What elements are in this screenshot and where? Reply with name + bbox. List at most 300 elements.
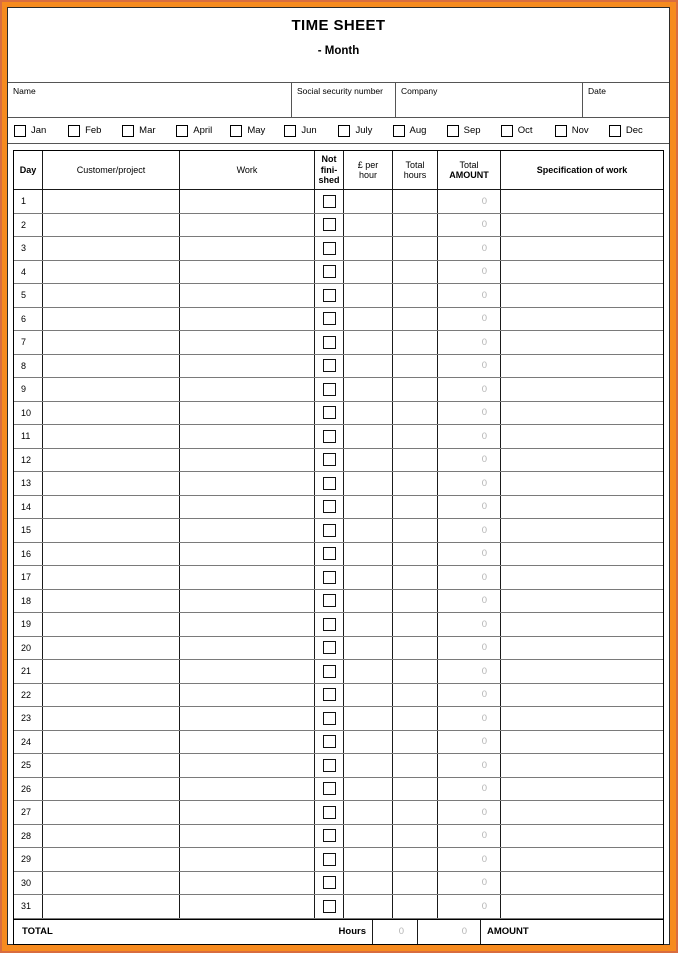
specification-cell[interactable] [501, 261, 663, 284]
not-finished-cell[interactable] [315, 707, 344, 730]
not-finished-cell[interactable] [315, 519, 344, 542]
checkbox-icon[interactable] [393, 125, 405, 137]
table-row [14, 825, 663, 849]
total-amount-cell[interactable] [438, 801, 501, 824]
checkbox-icon[interactable] [323, 806, 336, 819]
work-cell[interactable] [180, 543, 315, 566]
total-amount-value: 0 [481, 336, 487, 348]
rate-cell[interactable] [344, 660, 393, 683]
customer-project-cell[interactable] [43, 872, 180, 895]
work-cell[interactable] [180, 331, 315, 354]
not-finished-cell[interactable] [315, 425, 344, 448]
month-checkbox-april[interactable] [176, 125, 230, 137]
rate-cell[interactable] [344, 214, 393, 237]
customer-project-cell[interactable] [43, 895, 180, 918]
total-amount-cell[interactable] [438, 825, 501, 848]
checkbox-icon[interactable] [323, 900, 336, 913]
specification-cell[interactable] [501, 355, 663, 378]
work-cell[interactable] [180, 355, 315, 378]
checkbox-icon[interactable] [323, 759, 336, 772]
not-finished-cell[interactable] [315, 261, 344, 284]
day-number-label: 30 [21, 877, 32, 888]
table-row [14, 754, 663, 778]
month-checkbox-aug[interactable] [393, 125, 447, 137]
rate-cell[interactable] [344, 778, 393, 801]
day-number [14, 519, 43, 542]
rate-cell[interactable] [344, 754, 393, 777]
customer-project-cell[interactable] [43, 284, 180, 307]
checkbox-icon[interactable] [323, 406, 336, 419]
checkbox-icon[interactable] [323, 265, 336, 278]
work-cell[interactable] [180, 261, 315, 284]
checkbox-icon[interactable] [323, 336, 336, 349]
checkbox-icon[interactable] [501, 125, 513, 137]
work-cell[interactable] [180, 801, 315, 824]
not-finished-cell[interactable] [315, 284, 344, 307]
customer-project-cell[interactable] [43, 237, 180, 260]
total-hours-cell[interactable] [393, 496, 438, 519]
not-finished-cell[interactable] [315, 472, 344, 495]
specification-cell[interactable] [501, 872, 663, 895]
total-hours-cell[interactable] [393, 684, 438, 707]
checkbox-icon[interactable] [323, 735, 336, 748]
work-cell[interactable] [180, 472, 315, 495]
specification-cell[interactable] [501, 519, 663, 542]
checkbox-icon[interactable] [323, 312, 336, 325]
total-hours-cell[interactable] [393, 261, 438, 284]
checkbox-icon[interactable] [323, 383, 336, 396]
total-hours-cell[interactable] [393, 825, 438, 848]
customer-project-cell[interactable] [43, 472, 180, 495]
checkbox-icon[interactable] [447, 125, 459, 137]
customer-project-cell[interactable] [43, 684, 180, 707]
not-finished-cell[interactable] [315, 331, 344, 354]
total-amount-value: 0 [481, 689, 487, 701]
checkbox-icon[interactable] [68, 125, 80, 137]
rate-cell[interactable] [344, 449, 393, 472]
checkbox-icon[interactable] [323, 829, 336, 842]
total-amount-cell[interactable] [438, 355, 501, 378]
social-security-number-field[interactable] [292, 83, 396, 117]
rate-cell[interactable] [344, 731, 393, 754]
work-cell[interactable] [180, 848, 315, 871]
specification-cell[interactable] [501, 778, 663, 801]
total-amount-cell[interactable] [438, 519, 501, 542]
total-hours-cell[interactable] [393, 449, 438, 472]
checkbox-icon[interactable] [323, 289, 336, 302]
identification-row [8, 82, 669, 118]
specification-cell[interactable] [501, 331, 663, 354]
not-finished-cell[interactable] [315, 214, 344, 237]
day-number [14, 355, 43, 378]
specification-cell[interactable] [501, 801, 663, 824]
total-amount-value: 0 [481, 289, 487, 301]
header-customer-project [43, 151, 180, 189]
specification-cell[interactable] [501, 378, 663, 401]
total-hours-cell[interactable] [393, 754, 438, 777]
checkbox-icon[interactable] [323, 876, 336, 889]
work-cell[interactable] [180, 872, 315, 895]
work-cell[interactable] [180, 402, 315, 425]
not-finished-cell[interactable] [315, 496, 344, 519]
rate-cell[interactable] [344, 801, 393, 824]
customer-project-cell[interactable] [43, 707, 180, 730]
total-amount-cell[interactable] [438, 895, 501, 918]
total-amount-cell[interactable] [438, 425, 501, 448]
checkbox-icon[interactable] [323, 218, 336, 231]
not-finished-cell[interactable] [315, 754, 344, 777]
specification-cell[interactable] [501, 613, 663, 636]
work-cell[interactable] [180, 637, 315, 660]
specification-cell[interactable] [501, 472, 663, 495]
total-amount-cell[interactable] [438, 754, 501, 777]
checkbox-icon[interactable] [323, 782, 336, 795]
specification-cell[interactable] [501, 543, 663, 566]
total-hours-cell[interactable] [393, 190, 438, 213]
work-cell[interactable] [180, 731, 315, 754]
month-checkbox-may[interactable] [230, 125, 284, 137]
total-hours-cell[interactable] [393, 472, 438, 495]
checkbox-icon[interactable] [323, 500, 336, 513]
name-field[interactable] [8, 83, 292, 117]
customer-project-cell[interactable] [43, 566, 180, 589]
total-amount-cell[interactable] [438, 378, 501, 401]
total-hours-cell[interactable] [393, 707, 438, 730]
table-row [14, 543, 663, 567]
rate-cell[interactable] [344, 402, 393, 425]
not-finished-cell[interactable] [315, 543, 344, 566]
checkbox-icon[interactable] [122, 125, 134, 137]
work-cell[interactable] [180, 214, 315, 237]
rate-cell[interactable] [344, 613, 393, 636]
company-field[interactable] [396, 83, 583, 117]
total-hours-cell[interactable] [393, 778, 438, 801]
checkbox-icon[interactable] [176, 125, 188, 137]
page-title: TIME SHEET [291, 17, 386, 34]
rate-cell[interactable] [344, 261, 393, 284]
checkbox-icon[interactable] [323, 712, 336, 725]
rate-cell[interactable] [344, 872, 393, 895]
total-amount-cell[interactable] [438, 261, 501, 284]
month-checkbox-sep[interactable] [447, 125, 501, 137]
total-hours-cell[interactable] [393, 660, 438, 683]
table-row [14, 519, 663, 543]
checkbox-icon[interactable] [323, 430, 336, 443]
rate-cell[interactable] [344, 472, 393, 495]
month-checkbox-jun[interactable] [284, 125, 338, 137]
total-hours-cell[interactable] [393, 590, 438, 613]
customer-project-cell[interactable] [43, 543, 180, 566]
not-finished-cell[interactable] [315, 590, 344, 613]
total-hours-cell[interactable] [393, 637, 438, 660]
specification-cell[interactable] [501, 637, 663, 660]
rate-cell[interactable] [344, 566, 393, 589]
not-finished-cell[interactable] [315, 613, 344, 636]
rate-cell[interactable] [344, 308, 393, 331]
work-cell[interactable] [180, 378, 315, 401]
specification-cell[interactable] [501, 308, 663, 331]
customer-project-cell[interactable] [43, 519, 180, 542]
total-amount-cell[interactable] [438, 331, 501, 354]
customer-project-cell[interactable] [43, 355, 180, 378]
header-total-hours-line1: Total [405, 159, 425, 170]
total-hours-cell[interactable] [393, 848, 438, 871]
checkbox-icon[interactable] [323, 618, 336, 631]
checkbox-icon[interactable] [323, 665, 336, 678]
specification-cell[interactable] [501, 590, 663, 613]
month-checkbox-nov[interactable] [555, 125, 609, 137]
total-hours-cell[interactable] [393, 331, 438, 354]
total-amount-cell[interactable] [438, 684, 501, 707]
not-finished-cell[interactable] [315, 566, 344, 589]
checkbox-icon[interactable] [14, 125, 26, 137]
specification-cell[interactable] [501, 660, 663, 683]
not-finished-cell[interactable] [315, 190, 344, 213]
total-amount-cell[interactable] [438, 637, 501, 660]
work-cell[interactable] [180, 684, 315, 707]
not-finished-cell[interactable] [315, 660, 344, 683]
rate-cell[interactable] [344, 284, 393, 307]
rate-cell[interactable] [344, 378, 393, 401]
not-finished-cell[interactable] [315, 895, 344, 918]
date-label: Date [588, 86, 606, 96]
month-checkbox-oct[interactable] [501, 125, 555, 137]
specification-cell[interactable] [501, 754, 663, 777]
customer-project-cell[interactable] [43, 754, 180, 777]
month-checkbox-july[interactable] [338, 125, 392, 137]
customer-project-cell[interactable] [43, 801, 180, 824]
header-rate-per-hour [344, 151, 393, 189]
day-number-label: 23 [21, 713, 32, 724]
checkbox-icon[interactable] [323, 477, 336, 490]
total-hours-cell[interactable] [393, 895, 438, 918]
total-amount-cell[interactable] [438, 449, 501, 472]
total-hours-cell[interactable] [393, 355, 438, 378]
work-cell[interactable] [180, 660, 315, 683]
total-hours-cell[interactable] [393, 566, 438, 589]
month-checkbox-mar[interactable] [122, 125, 176, 137]
rate-cell[interactable] [344, 825, 393, 848]
work-cell[interactable] [180, 825, 315, 848]
total-hours-cell[interactable] [393, 214, 438, 237]
table-row [14, 355, 663, 379]
checkbox-icon[interactable] [555, 125, 567, 137]
work-cell[interactable] [180, 425, 315, 448]
specification-cell[interactable] [501, 707, 663, 730]
checkbox-icon[interactable] [323, 242, 336, 255]
specification-cell[interactable] [501, 214, 663, 237]
total-hours-cell[interactable] [393, 378, 438, 401]
month-checkbox-feb[interactable] [68, 125, 122, 137]
work-cell[interactable] [180, 519, 315, 542]
checkbox-icon[interactable] [338, 125, 350, 137]
total-amount-cell[interactable] [438, 543, 501, 566]
total-hours-cell[interactable] [393, 308, 438, 331]
work-cell[interactable] [180, 449, 315, 472]
rate-cell[interactable] [344, 707, 393, 730]
day-number [14, 214, 43, 237]
total-amount-cell[interactable] [438, 402, 501, 425]
specification-cell[interactable] [501, 449, 663, 472]
checkbox-icon[interactable] [323, 571, 336, 584]
total-hours-cell[interactable] [393, 613, 438, 636]
specification-cell[interactable] [501, 825, 663, 848]
specification-cell[interactable] [501, 496, 663, 519]
customer-project-cell[interactable] [43, 731, 180, 754]
checkbox-icon[interactable] [323, 195, 336, 208]
not-finished-cell[interactable] [315, 778, 344, 801]
work-cell[interactable] [180, 566, 315, 589]
specification-cell[interactable] [501, 402, 663, 425]
work-cell[interactable] [180, 778, 315, 801]
rate-cell[interactable] [344, 895, 393, 918]
not-finished-cell[interactable] [315, 848, 344, 871]
work-cell[interactable] [180, 707, 315, 730]
work-cell[interactable] [180, 308, 315, 331]
customer-project-cell[interactable] [43, 378, 180, 401]
checkbox-icon[interactable] [323, 853, 336, 866]
total-hours-cell[interactable] [393, 543, 438, 566]
table-row [14, 684, 663, 708]
rate-cell[interactable] [344, 684, 393, 707]
total-amount-cell[interactable] [438, 284, 501, 307]
total-hours-cell[interactable] [393, 237, 438, 260]
specification-cell[interactable] [501, 190, 663, 213]
customer-project-cell[interactable] [43, 214, 180, 237]
total-amount-cell[interactable] [438, 214, 501, 237]
month-checkbox-dec[interactable] [609, 125, 663, 137]
rate-cell[interactable] [344, 496, 393, 519]
table-row [14, 590, 663, 614]
work-cell[interactable] [180, 613, 315, 636]
customer-project-cell[interactable] [43, 637, 180, 660]
total-amount-cell[interactable] [438, 848, 501, 871]
work-cell[interactable] [180, 237, 315, 260]
customer-project-cell[interactable] [43, 449, 180, 472]
specification-cell[interactable] [501, 895, 663, 918]
work-cell[interactable] [180, 754, 315, 777]
total-hours-cell[interactable] [393, 402, 438, 425]
customer-project-cell[interactable] [43, 825, 180, 848]
not-finished-cell[interactable] [315, 684, 344, 707]
specification-cell[interactable] [501, 566, 663, 589]
rate-cell[interactable] [344, 355, 393, 378]
rate-cell[interactable] [344, 425, 393, 448]
customer-project-cell[interactable] [43, 660, 180, 683]
not-finished-cell[interactable] [315, 825, 344, 848]
customer-project-cell[interactable] [43, 848, 180, 871]
not-finished-cell[interactable] [315, 308, 344, 331]
checkbox-icon[interactable] [609, 125, 621, 137]
checkbox-icon[interactable] [323, 524, 336, 537]
not-finished-cell[interactable] [315, 731, 344, 754]
not-finished-cell[interactable] [315, 402, 344, 425]
not-finished-cell[interactable] [315, 801, 344, 824]
work-cell[interactable] [180, 895, 315, 918]
checkbox-icon[interactable] [323, 547, 336, 560]
customer-project-cell[interactable] [43, 425, 180, 448]
customer-project-cell[interactable] [43, 402, 180, 425]
not-finished-cell[interactable] [315, 637, 344, 660]
not-finished-cell[interactable] [315, 355, 344, 378]
customer-project-cell[interactable] [43, 331, 180, 354]
customer-project-cell[interactable] [43, 308, 180, 331]
rate-cell[interactable] [344, 543, 393, 566]
total-amount-value: 0 [481, 877, 487, 889]
specification-cell[interactable] [501, 848, 663, 871]
work-cell[interactable] [180, 496, 315, 519]
rate-cell[interactable] [344, 331, 393, 354]
customer-project-cell[interactable] [43, 590, 180, 613]
checkbox-icon[interactable] [230, 125, 242, 137]
total-amount-cell[interactable] [438, 237, 501, 260]
total-amount-cell[interactable] [438, 613, 501, 636]
work-cell[interactable] [180, 590, 315, 613]
rate-cell[interactable] [344, 637, 393, 660]
total-amount-cell[interactable] [438, 778, 501, 801]
rate-cell[interactable] [344, 590, 393, 613]
month-checkbox-jan[interactable] [14, 125, 68, 137]
checkbox-icon[interactable] [284, 125, 296, 137]
total-amount-cell[interactable] [438, 190, 501, 213]
specification-cell[interactable] [501, 237, 663, 260]
date-field[interactable] [583, 83, 669, 117]
day-number [14, 825, 43, 848]
total-hours-cell[interactable] [393, 519, 438, 542]
customer-project-cell[interactable] [43, 190, 180, 213]
total-amount-cell[interactable] [438, 707, 501, 730]
not-finished-cell[interactable] [315, 872, 344, 895]
checkbox-icon[interactable] [323, 688, 336, 701]
customer-project-cell[interactable] [43, 778, 180, 801]
specification-cell[interactable] [501, 684, 663, 707]
rate-cell[interactable] [344, 237, 393, 260]
not-finished-cell[interactable] [315, 237, 344, 260]
not-finished-cell[interactable] [315, 378, 344, 401]
total-amount-cell[interactable] [438, 660, 501, 683]
total-hours-cell[interactable] [393, 801, 438, 824]
total-amount-cell[interactable] [438, 496, 501, 519]
customer-project-cell[interactable] [43, 496, 180, 519]
work-cell[interactable] [180, 190, 315, 213]
checkbox-icon[interactable] [323, 641, 336, 654]
specification-cell[interactable] [501, 284, 663, 307]
total-amount-cell[interactable] [438, 566, 501, 589]
total-hours-cell[interactable] [393, 872, 438, 895]
customer-project-cell[interactable] [43, 261, 180, 284]
rate-cell[interactable] [344, 848, 393, 871]
checkbox-icon[interactable] [323, 453, 336, 466]
total-amount-cell[interactable] [438, 731, 501, 754]
checkbox-icon[interactable] [323, 594, 336, 607]
rate-cell[interactable] [344, 519, 393, 542]
total-amount-cell[interactable] [438, 590, 501, 613]
checkbox-icon[interactable] [323, 359, 336, 372]
total-amount-cell[interactable] [438, 308, 501, 331]
not-finished-cell[interactable] [315, 449, 344, 472]
total-hours-cell[interactable] [393, 731, 438, 754]
total-amount-cell[interactable] [438, 472, 501, 495]
total-hours-cell[interactable] [393, 284, 438, 307]
rate-cell[interactable] [344, 190, 393, 213]
specification-cell[interactable] [501, 425, 663, 448]
specification-cell[interactable] [501, 731, 663, 754]
total-amount-cell[interactable] [438, 872, 501, 895]
work-cell[interactable] [180, 284, 315, 307]
total-hours-cell[interactable] [393, 425, 438, 448]
customer-project-cell[interactable] [43, 613, 180, 636]
header-not-finished [315, 151, 344, 189]
